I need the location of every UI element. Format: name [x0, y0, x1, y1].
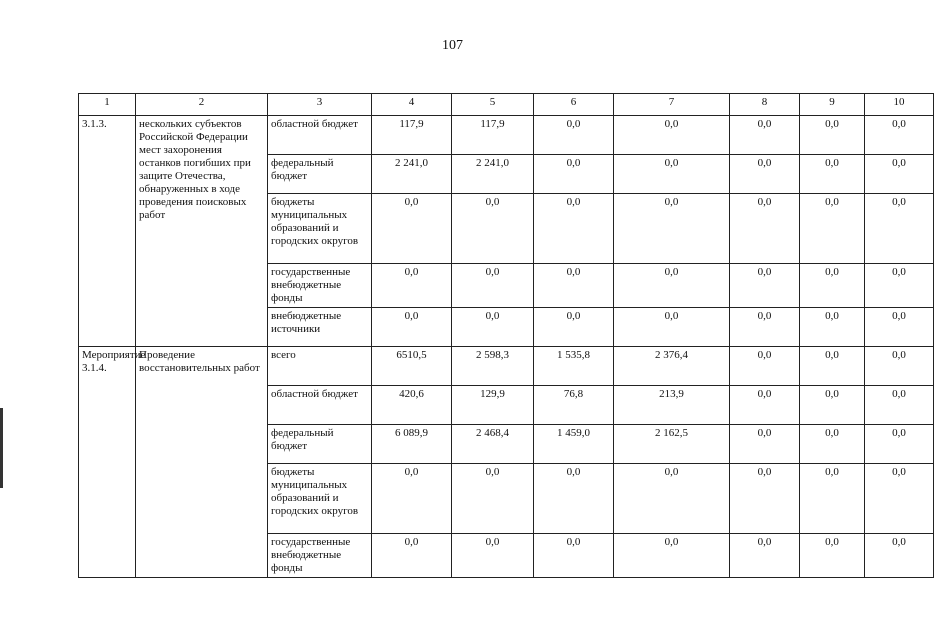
value-cell: 0,0 — [372, 308, 452, 347]
column-header: 3 — [268, 94, 372, 116]
column-header: 7 — [614, 94, 730, 116]
value-cell: 0,0 — [534, 116, 614, 155]
header-row — [79, 94, 934, 116]
value-cell: 117,9 — [372, 116, 452, 155]
funding-source-cell: областной бюджет — [268, 386, 372, 425]
value-cell: 0,0 — [730, 386, 800, 425]
funding-source-cell: федеральный бюджет — [268, 425, 372, 464]
funding-source-cell: всего — [268, 347, 372, 386]
value-cell: 0,0 — [372, 194, 452, 264]
value-cell: 0,0 — [534, 194, 614, 264]
value-cell: 0,0 — [800, 534, 865, 578]
value-cell: 0,0 — [730, 308, 800, 347]
value-cell: 0,0 — [534, 264, 614, 308]
value-cell: 0,0 — [865, 386, 934, 425]
value-cell: 0,0 — [865, 534, 934, 578]
budget-table — [78, 93, 934, 578]
value-cell: 2 162,5 — [614, 425, 730, 464]
value-cell: 0,0 — [614, 308, 730, 347]
column-header: 1 — [79, 94, 136, 116]
value-cell: 0,0 — [800, 308, 865, 347]
value-cell: 2 468,4 — [452, 425, 534, 464]
value-cell: 0,0 — [452, 464, 534, 534]
value-cell: 76,8 — [534, 386, 614, 425]
funding-source-cell: государственные внебюджетные фонды — [268, 264, 372, 308]
value-cell: 0,0 — [800, 425, 865, 464]
funding-source-cell: федеральный бюджет — [268, 155, 372, 194]
value-cell: 0,0 — [372, 534, 452, 578]
column-header: 4 — [372, 94, 452, 116]
value-cell: 0,0 — [372, 464, 452, 534]
page-number: 107 — [442, 38, 463, 53]
value-cell: 2 241,0 — [452, 155, 534, 194]
value-cell: 0,0 — [730, 155, 800, 194]
value-cell: 0,0 — [800, 194, 865, 264]
funding-source-cell: внебюджетные источники — [268, 308, 372, 347]
value-cell: 0,0 — [730, 347, 800, 386]
value-cell: 0,0 — [614, 534, 730, 578]
value-cell: 0,0 — [800, 116, 865, 155]
funding-source-cell: государственные внебюджетные фонды — [268, 534, 372, 578]
value-cell: 0,0 — [730, 264, 800, 308]
value-cell: 420,6 — [372, 386, 452, 425]
value-cell: 0,0 — [800, 347, 865, 386]
column-header: 5 — [452, 94, 534, 116]
value-cell: 0,0 — [865, 155, 934, 194]
column-header: 10 — [865, 94, 934, 116]
value-cell: 0,0 — [865, 464, 934, 534]
column-header: 8 — [730, 94, 800, 116]
scan-edge-mark — [0, 408, 3, 488]
value-cell: 0,0 — [730, 116, 800, 155]
value-cell: 0,0 — [614, 194, 730, 264]
value-cell: 0,0 — [614, 264, 730, 308]
value-cell: 0,0 — [730, 425, 800, 464]
value-cell: 0,0 — [730, 464, 800, 534]
measure-id-cell: 3.1.3. — [79, 116, 136, 347]
column-header: 9 — [800, 94, 865, 116]
column-header: 6 — [534, 94, 614, 116]
value-cell: 0,0 — [865, 308, 934, 347]
table-row — [79, 347, 934, 386]
measure-name-cell: нескольких субъектов Российской Федерации мест захоронения останков погибших при защите Отечества, обнаруженных в ходе проведения поисковых работ — [136, 116, 268, 347]
value-cell: 1 535,8 — [534, 347, 614, 386]
value-cell: 0,0 — [800, 386, 865, 425]
value-cell: 2 376,4 — [614, 347, 730, 386]
value-cell: 0,0 — [534, 534, 614, 578]
value-cell: 0,0 — [534, 155, 614, 194]
value-cell: 0,0 — [865, 425, 934, 464]
measure-name-cell: Проведение восстановительных работ — [136, 347, 268, 578]
value-cell: 129,9 — [452, 386, 534, 425]
column-header: 2 — [136, 94, 268, 116]
value-cell: 0,0 — [452, 264, 534, 308]
value-cell: 1 459,0 — [534, 425, 614, 464]
value-cell: 0,0 — [730, 194, 800, 264]
value-cell: 0,0 — [730, 534, 800, 578]
value-cell: 0,0 — [614, 464, 730, 534]
value-cell: 2 598,3 — [452, 347, 534, 386]
value-cell: 117,9 — [452, 116, 534, 155]
value-cell: 0,0 — [865, 194, 934, 264]
value-cell: 0,0 — [865, 347, 934, 386]
value-cell: 0,0 — [800, 464, 865, 534]
measure-id-cell: Мероприятие 3.1.4. — [79, 347, 136, 578]
value-cell: 0,0 — [800, 264, 865, 308]
value-cell: 0,0 — [452, 194, 534, 264]
value-cell: 0,0 — [614, 155, 730, 194]
value-cell: 2 241,0 — [372, 155, 452, 194]
value-cell: 0,0 — [800, 155, 865, 194]
value-cell: 6 089,9 — [372, 425, 452, 464]
value-cell: 0,0 — [534, 308, 614, 347]
value-cell: 213,9 — [614, 386, 730, 425]
value-cell: 0,0 — [865, 116, 934, 155]
funding-source-cell: областной бюджет — [268, 116, 372, 155]
value-cell: 0,0 — [452, 534, 534, 578]
value-cell: 0,0 — [865, 264, 934, 308]
value-cell: 0,0 — [372, 264, 452, 308]
value-cell: 6510,5 — [372, 347, 452, 386]
value-cell: 0,0 — [452, 308, 534, 347]
funding-source-cell: бюджеты муниципальных образований и городских округов — [268, 194, 372, 264]
table-row — [79, 116, 934, 155]
value-cell: 0,0 — [534, 464, 614, 534]
value-cell: 0,0 — [614, 116, 730, 155]
funding-source-cell: бюджеты муниципальных образований и городских округов — [268, 464, 372, 534]
